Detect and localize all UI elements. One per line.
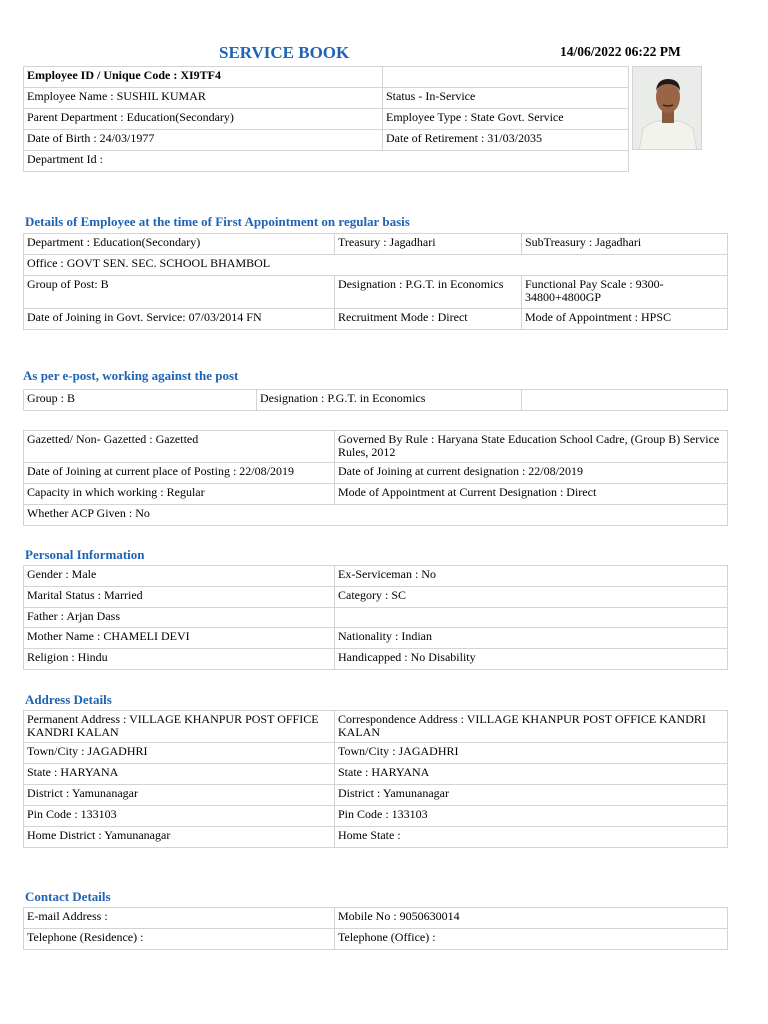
- fa-subtreasury: SubTreasury : Jagadhari: [522, 234, 728, 255]
- fa-recruitment-mode: Recruitment Mode : Direct: [335, 309, 522, 330]
- gender: Gender : Male: [24, 566, 335, 587]
- father-name: Father : Arjan Dass: [24, 608, 335, 628]
- handicapped: Handicapped : No Disability: [335, 649, 728, 670]
- date-of-retirement: Date of Retirement : 31/03/2035: [383, 130, 629, 151]
- marital-status: Marital Status : Married: [24, 587, 335, 608]
- religion: Religion : Hindu: [24, 649, 335, 670]
- fa-department: Department : Education(Secondary): [24, 234, 335, 255]
- fa-group: Group of Post: B: [24, 276, 335, 309]
- employee-photo: [632, 66, 702, 150]
- fa-designation: Designation : P.G.T. in Economics: [335, 276, 522, 309]
- mother-name: Mother Name : CHAMELI DEVI: [24, 628, 335, 649]
- epost-join-designation: Date of Joining at current designation : 22/08/2019: [335, 463, 728, 484]
- home-state: Home State :: [335, 827, 728, 848]
- empty-cell: [383, 67, 629, 88]
- correspondence-address: Correspondence Address : VILLAGE KHANPUR POST OFFICE KANDRI KALAN: [335, 711, 728, 743]
- parent-department: Parent Department : Education(Secondary): [24, 109, 383, 130]
- contact-heading: Contact Details: [25, 889, 111, 904]
- employee-id: Employee ID / Unique Code : XI9TF4: [24, 67, 383, 88]
- fa-office: Office : GOVT SEN. SEC. SCHOOL BHAMBOL: [24, 255, 728, 276]
- email-address: E-mail Address :: [24, 908, 335, 929]
- print-datetime: 14/06/2022 06:22 PM: [560, 44, 681, 59]
- pin-correspondence: Pin Code : 133103: [335, 806, 728, 827]
- pin-permanent: Pin Code : 133103: [24, 806, 335, 827]
- contact-table: [23, 907, 728, 950]
- first-appointment-heading: Details of Employee at the time of First Appointment on regular basis: [25, 214, 410, 229]
- employee-name: Employee Name : SUSHIL KUMAR: [24, 88, 383, 109]
- fa-treasury: Treasury : Jagadhari: [335, 234, 522, 255]
- ex-serviceman: Ex-Serviceman : No: [335, 566, 728, 587]
- state-permanent: State : HARYANA: [24, 764, 335, 785]
- epost-designation: Designation : P.G.T. in Economics: [257, 390, 522, 411]
- personal-table: [23, 565, 728, 670]
- nationality: Nationality : Indian: [335, 628, 728, 649]
- epost-group: Group : B: [24, 390, 257, 411]
- epost-details-table: [23, 430, 728, 526]
- state-correspondence: State : HARYANA: [335, 764, 728, 785]
- address-table: [23, 710, 728, 848]
- town-correspondence: Town/City : JAGADHRI: [335, 743, 728, 764]
- epost-mode-current: Mode of Appointment at Current Designation : Direct: [335, 484, 728, 505]
- category: Category : SC: [335, 587, 728, 608]
- employee-summary-table: [23, 66, 629, 172]
- date-of-birth: Date of Birth : 24/03/1977: [24, 130, 383, 151]
- epost-join-place: Date of Joining at current place of Posting : 22/08/2019: [24, 463, 335, 484]
- fa-joining-date: Date of Joining in Govt. Service: 07/03/2014 FN: [24, 309, 335, 330]
- department-id: Department Id :: [24, 151, 629, 172]
- town-permanent: Town/City : JAGADHRI: [24, 743, 335, 764]
- epost-acp: Whether ACP Given : No: [24, 505, 728, 526]
- empty-cell: [522, 390, 728, 411]
- address-heading: Address Details: [25, 692, 112, 707]
- employee-status: Status - In-Service: [383, 88, 629, 109]
- district-correspondence: District : Yamunanagar: [335, 785, 728, 806]
- fa-pay-scale: Functional Pay Scale : 9300-34800+4800GP: [522, 276, 728, 309]
- empty-cell: [335, 608, 728, 628]
- epost-group-table: [23, 389, 728, 411]
- epost-gazetted: Gazetted/ Non- Gazetted : Gazetted: [24, 431, 335, 463]
- personal-heading: Personal Information: [25, 547, 145, 562]
- district-permanent: District : Yamunanagar: [24, 785, 335, 806]
- employee-type: Employee Type : State Govt. Service: [383, 109, 629, 130]
- home-district: Home District : Yamunanagar: [24, 827, 335, 848]
- permanent-address: Permanent Address : VILLAGE KHANPUR POST OFFICE KANDRI KALAN: [24, 711, 335, 743]
- person-photo-icon: [633, 67, 702, 150]
- epost-governed-rule: Governed By Rule : Haryana State Education School Cadre, (Group B) Service Rules, 2012: [335, 431, 728, 463]
- epost-heading: As per e-post, working against the post: [23, 368, 239, 383]
- first-appointment-table: [23, 233, 728, 330]
- telephone-office: Telephone (Office) :: [335, 929, 728, 950]
- fa-appointment-mode: Mode of Appointment : HPSC: [522, 309, 728, 330]
- page-title: SERVICE BOOK: [219, 43, 350, 62]
- epost-capacity: Capacity in which working : Regular: [24, 484, 335, 505]
- telephone-residence: Telephone (Residence) :: [24, 929, 335, 950]
- mobile-number: Mobile No : 9050630014: [335, 908, 728, 929]
